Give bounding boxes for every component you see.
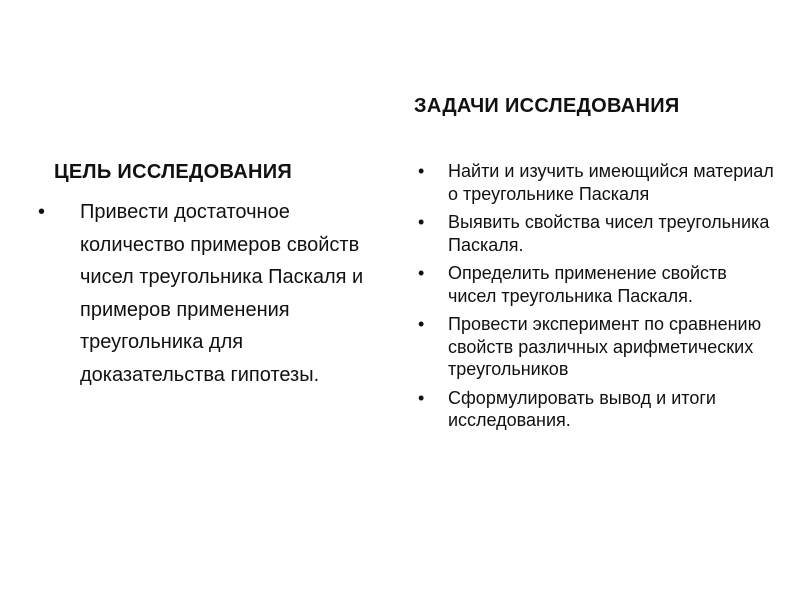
research-task-item-text: • Определить применение свойств чисел треугольника Паскаля. <box>448 263 727 306</box>
research-task-item-text: • Выявить свойства чисел треугольника Паскаля. <box>448 212 770 255</box>
research-goal-item <box>38 196 390 392</box>
research-goal-heading: ЦЕЛЬ ИССЛЕДОВАНИЯ <box>54 161 293 183</box>
research-task-item-text: • Сформулировать вывод и итоги исследования. <box>448 387 716 430</box>
research-task-item <box>414 262 774 307</box>
research-task-item <box>414 313 774 381</box>
research-task-item <box>414 160 774 205</box>
research-task-item-text: • Провести эксперимент по сравнению свойств различных арифметических треугольников <box>448 314 762 379</box>
research-goal-list <box>38 196 390 392</box>
research-task-item <box>414 211 774 256</box>
research-tasks-heading: ЗАДАЧИ ИССЛЕДОВАНИЯ <box>414 95 680 117</box>
research-task-item <box>414 387 774 432</box>
research-tasks-list <box>414 160 774 438</box>
research-goal-item-text: • Привести достаточное количество примеров свойств чисел треугольника Паскаля и примеров применения треугольника для доказательства гипотезы. <box>80 201 364 386</box>
research-task-item-text: • Найти и изучить имеющийся материал о треугольнике Паскаля <box>448 161 774 204</box>
